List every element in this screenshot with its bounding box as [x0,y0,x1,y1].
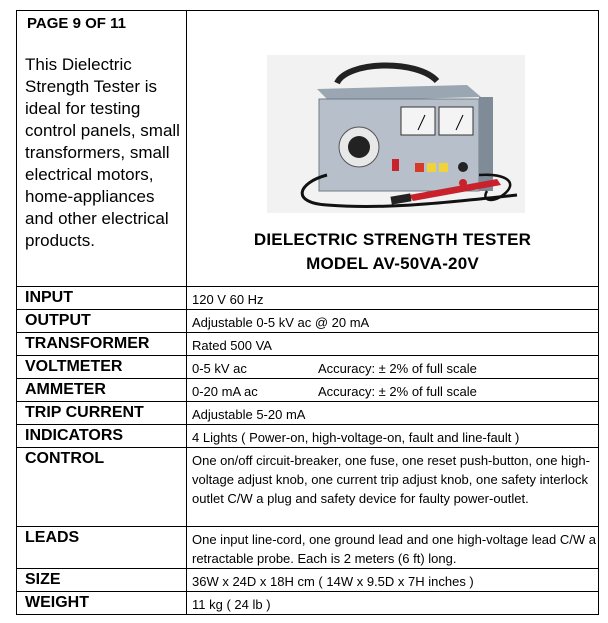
case-side [479,97,493,191]
spec-label: SIZE [17,569,187,592]
spec-accuracy: Accuracy: ± 2% of full scale [318,361,477,376]
intro-cell [17,11,187,287]
spec-value-cell [187,356,599,379]
spec-label: TRIP CURRENT [17,402,187,425]
spec-label: AMMETER [17,379,187,402]
product-photo [267,55,525,213]
probe-plug [390,193,411,204]
indicator-light [427,163,436,172]
spec-row-indicators [17,425,599,448]
spec-row-ammeter [17,379,599,402]
spec-value: 0-20 mA ac [192,384,258,399]
spec-value: Rated 500 VA [187,333,599,356]
power-switch [392,159,399,171]
product-model: MODEL AV-50VA-20V [306,254,479,273]
spec-label: TRANSFORMER [17,333,187,356]
spec-row-voltmeter [17,356,599,379]
spec-label: INPUT [17,287,187,310]
indicator-light [439,163,448,172]
spec-row-trip-current [17,402,599,425]
spec-sheet-table [16,10,599,615]
spec-row-leads [17,527,599,569]
product-title: DIELECTRIC STRENGTH TESTER [253,230,532,249]
page-number: PAGE 9 OF 11 [27,15,126,32]
spec-value: 11 kg ( 24 lb ) [187,592,599,615]
spec-row-control [17,448,599,527]
spec-row-transformer [17,333,599,356]
spec-row-weight [17,592,599,615]
ammeter-gauge [439,107,473,135]
spec-value-cell [187,379,599,402]
indicator-light [415,163,424,172]
reset-button [458,162,468,172]
spec-value: Adjustable 5-20 mA [187,402,599,425]
header-row [17,11,599,287]
voltage-knob [348,136,370,158]
spec-value: One on/off circuit-breaker, one fuse, one reset push-button, one high-voltage adjust knob, one current trip adjust knob, one safety interlock outlet C/W a plug and safety device for faulty power-outlet. [187,448,599,527]
spec-value: 0-5 kV ac [192,361,247,376]
carry-handle [337,65,437,83]
spec-row-input [17,287,599,310]
spec-label: VOLTMETER [17,356,187,379]
spec-value: One input line-cord, one ground lead and one high-voltage lead C/W a retractable probe. Each is 2 meters (6 ft) long. [187,527,599,569]
product-cell [187,11,599,287]
spec-value: Adjustable 0-5 kV ac @ 20 mA [187,310,599,333]
spec-row-size [17,569,599,592]
spec-accuracy: Accuracy: ± 2% of full scale [318,384,477,399]
spec-label: OUTPUT [17,310,187,333]
spec-value: 120 V 60 Hz [187,287,599,310]
spec-value: 36W x 24D x 18H cm ( 14W x 9.5D x 7H inches ) [187,569,599,592]
voltmeter-gauge [401,107,435,135]
spec-value: 4 Lights ( Power-on, high-voltage-on, fault and line-fault ) [187,425,599,448]
spec-label: INDICATORS [17,425,187,448]
spec-row-output [17,310,599,333]
product-description: This Dielectric Strength Tester is ideal for testing control panels, small transformers, small electrical motors, home-appliances and other electrical products. [25,55,180,250]
spec-label: CONTROL [17,448,187,527]
spec-label: LEADS [17,527,187,569]
spec-label: WEIGHT [17,592,187,615]
